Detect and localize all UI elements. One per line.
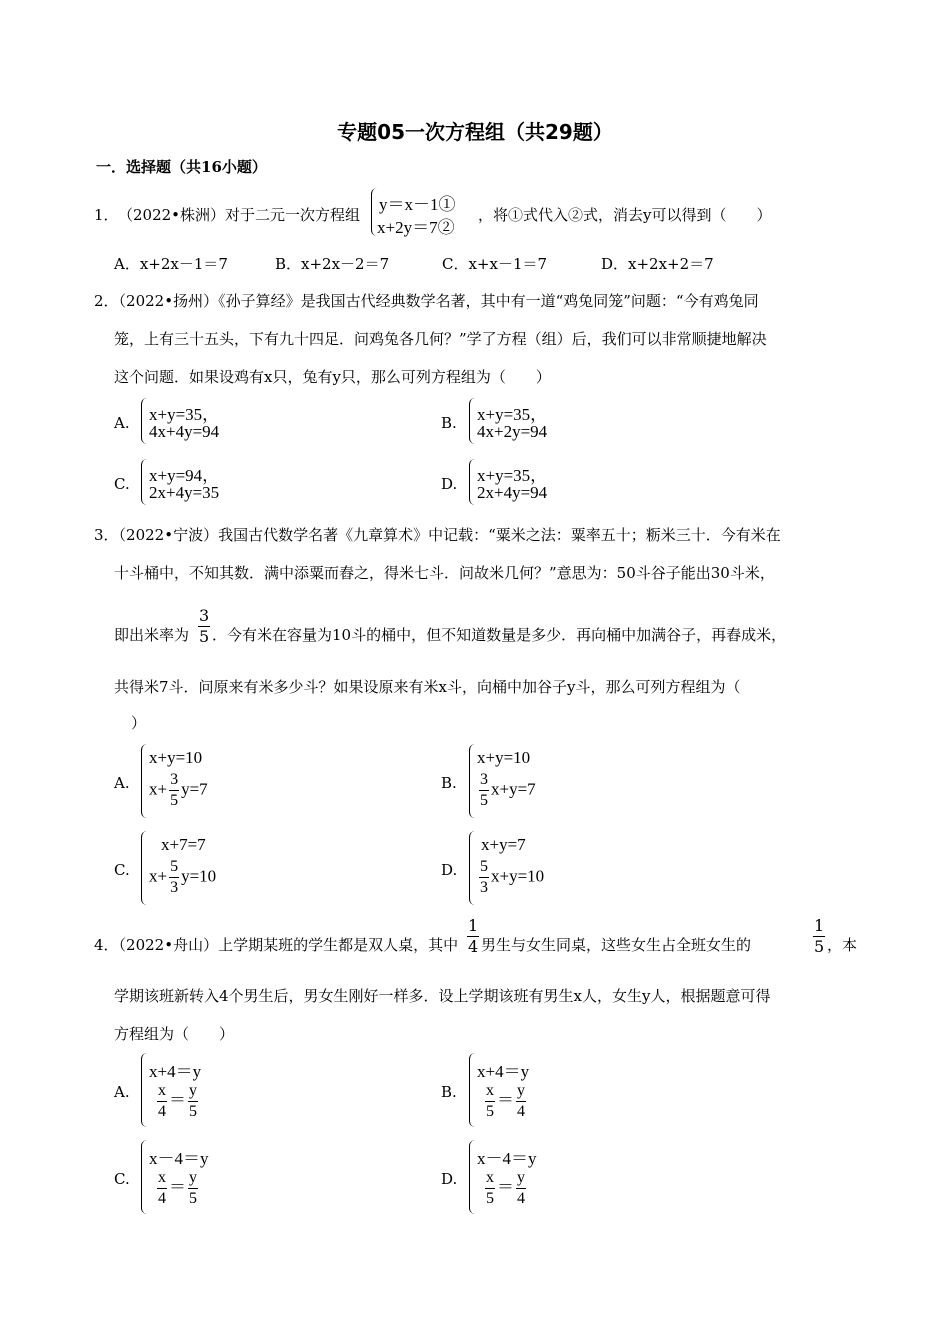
q3-d-eq2-suffix: x+y=10 <box>491 866 545 886</box>
q2-option-d-label[interactable]: D. <box>441 475 458 493</box>
q4-fraction-1: $\frac{1}{4}$ <box>468 916 479 956</box>
q3-a-eq1: x+y=10 <box>149 748 203 767</box>
q4-option-a-label[interactable]: A. <box>114 1083 130 1101</box>
q3-line1: 3．（2022•宁波）我国古代数学名著《九章算术》中记载：“粟米之法：粟率五十；粝米三十．今有米在 <box>94 526 781 544</box>
q3-option-d-system[interactable]: x+y=7 $\frac{5}{3}$ x+y=10 <box>469 831 599 907</box>
q2-c-eq1: x+y=94， <box>149 466 220 485</box>
brace-icon <box>469 1053 475 1127</box>
q2-b-eq1: x+y=35， <box>477 405 548 424</box>
q3-c-eq2-prefix: x+ <box>149 866 168 886</box>
q4-option-b-label[interactable]: B. <box>441 1083 457 1101</box>
q4-b-eq1: x+4＝y <box>477 1062 530 1081</box>
section-heading: 一．选择题（共16小题） <box>96 158 267 176</box>
q3-d-eq1: x+y=7 <box>481 835 526 854</box>
q3-line3b: ．今有米在容量为10斗的桶中，但不知道数量是多少．再向桶中加满谷子，再舂成米， <box>212 626 787 644</box>
q4-option-c-label[interactable]: C. <box>114 1170 130 1188</box>
q3-b-eq2-suffix: x+y=7 <box>491 779 536 799</box>
q2-d-eq1: x+y=35， <box>477 466 548 485</box>
q3-option-b-system[interactable]: x+y=10 $\frac{3}{5}$ x+y=7 <box>469 744 599 820</box>
q1-option-b[interactable]: B．x+2x－2＝7 <box>275 255 390 273</box>
q3-rate-fraction: $\frac{3}{5}$ <box>199 606 210 646</box>
q4-line2: 学期该班新转入4个男生后，男女生刚好一样多．设上学期该班有男生x人，女生y人，根据题意可得 <box>114 987 771 1005</box>
q2-option-a-system[interactable] <box>141 398 261 446</box>
q1-tail: ，将①式代入②式，消去y可以得到（ ） <box>478 206 772 224</box>
q2-option-d-system[interactable] <box>469 459 589 507</box>
q3-option-a-system[interactable]: x+y=10 x+ $\frac{3}{5}$ y=7 <box>141 744 271 820</box>
q4-line1c: ，本 <box>827 936 858 954</box>
q3-c-eq1: x+7=7 <box>161 835 206 854</box>
q4-line1a: 4．（2022•舟山）上学期某班的学生都是双人桌，其中 <box>94 936 459 954</box>
q3-a-eq2-prefix: x+ <box>149 779 168 799</box>
brace-icon <box>141 398 147 444</box>
q4-line1b: 男生与女生同桌，这些女生占全班女生的 <box>481 936 752 954</box>
q2-d-eq2: 2x+4y=94 <box>477 483 548 502</box>
q4-d-eq1: x－4＝y <box>477 1149 537 1168</box>
brace-icon <box>469 398 475 444</box>
q1-eq1: y＝x－1① <box>379 195 456 214</box>
q1-number: 1． <box>94 206 119 224</box>
q4-line3: 方程组为（ ） <box>114 1025 235 1043</box>
brace-icon <box>141 744 147 818</box>
q1-option-a[interactable]: A．x+2x－1＝7 <box>114 255 228 273</box>
q2-a-eq2: 4x+4y=94 <box>149 422 220 441</box>
brace-icon <box>469 459 475 505</box>
brace-icon <box>469 744 475 818</box>
q2-line2: 笼，上有三十五头，下有九十四足．问鸡兔各几何？”学了方程（组）后，我们可以非常顺捷地解决 <box>114 330 767 348</box>
q4-c-eq1: x－4＝y <box>149 1149 209 1168</box>
q2-option-b-system[interactable] <box>469 398 589 446</box>
q4-option-b-system[interactable]: x+4＝y $\frac{x}{5}$ ＝ $\frac{y}{4}$ <box>469 1053 579 1129</box>
q4-option-d-system[interactable]: x－4＝y $\frac{x}{5}$ ＝ $\frac{y}{4}$ <box>469 1140 579 1216</box>
q4-a-eq1: x+4＝y <box>149 1062 202 1081</box>
brace-icon <box>141 831 147 905</box>
brace-icon <box>469 831 475 905</box>
q2-option-b-label[interactable]: B. <box>441 414 457 432</box>
q2-line3: 这个问题．如果设鸡有x只，兔有y只，那么可列方程组为（ ） <box>114 368 551 386</box>
q4-option-d-label[interactable]: D. <box>441 1170 458 1188</box>
page-title: 专题05一次方程组（共29题） <box>337 120 613 144</box>
q2-line1: 2．（2022•扬州）《孙子算经》是我国古代经典数学名著，其中有一道“鸡兔同笼”问题：“今有鸡兔同 <box>94 292 759 310</box>
q3-option-c-label[interactable]: C. <box>114 861 130 879</box>
q4-option-c-system[interactable]: x－4＝y $\frac{x}{4}$ ＝ $\frac{y}{5}$ <box>141 1140 251 1216</box>
q1-option-d[interactable]: D．x+2x+2＝7 <box>601 255 714 273</box>
q1-source: （2022•株洲）对于二元一次方程组 <box>118 206 361 224</box>
q1-eq2: x+2y＝7② <box>377 218 455 237</box>
q2-b-eq2: 4x+2y=94 <box>477 422 548 441</box>
q2-option-c-label[interactable]: C. <box>114 475 130 493</box>
q2-option-a-label[interactable]: A. <box>114 414 130 432</box>
q3-line4: 共得米7斗．问原来有米多少斗？如果设原来有米x斗，向桶中加谷子y斗，那么可列方程组为（ <box>114 678 741 696</box>
brace-icon <box>141 459 147 505</box>
q3-line5: ） <box>131 714 147 732</box>
q3-option-a-label[interactable]: A. <box>114 774 130 792</box>
q3-option-b-label[interactable]: B. <box>441 774 457 792</box>
q1-option-c[interactable]: C．x+x－1＝7 <box>442 255 548 273</box>
q3-a-eq2-suffix: y=7 <box>181 779 208 799</box>
brace-icon <box>141 1140 147 1214</box>
q1-system <box>371 188 481 238</box>
q3-line2: 十斗桶中，不知其数．满中添粟而舂之，得米七斗．问故米几何？”意思为：50斗谷子能出30斗米， <box>114 564 775 582</box>
q2-option-c-system[interactable] <box>141 459 261 507</box>
q3-b-eq1: x+y=10 <box>477 748 531 767</box>
brace-icon <box>469 1140 475 1214</box>
q3-line3a: 即出米率为 <box>114 626 190 644</box>
q4-fraction-2: $\frac{1}{5}$ <box>814 916 825 956</box>
q3-option-c-system[interactable]: x+7=7 x+ $\frac{5}{3}$ y=10 <box>141 831 271 907</box>
q4-option-a-system[interactable]: x+4＝y $\frac{x}{4}$ ＝ $\frac{y}{5}$ <box>141 1053 251 1129</box>
q2-c-eq2: 2x+4y=35 <box>149 483 220 502</box>
brace-icon <box>141 1053 147 1127</box>
q3-option-d-label[interactable]: D. <box>441 861 458 879</box>
q3-c-eq2-suffix: y=10 <box>181 866 217 886</box>
q2-a-eq1: x+y=35， <box>149 405 220 424</box>
